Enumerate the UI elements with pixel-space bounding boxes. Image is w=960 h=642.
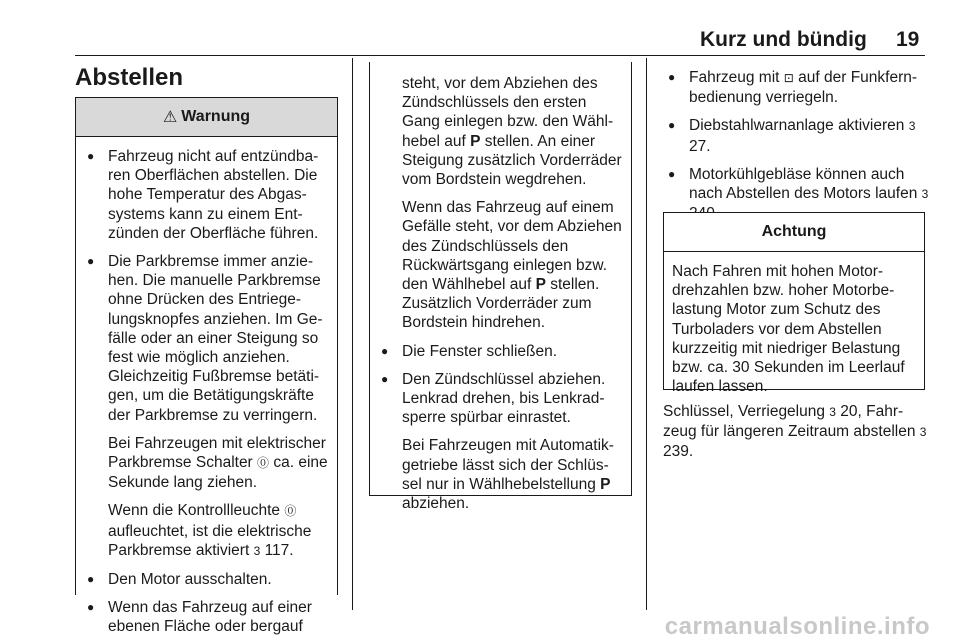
warning-title: Warnung — [181, 108, 251, 125]
list-item: ● Motorkühlgebläse können auch nach Abstellen des Motors laufen 3 — [663, 165, 929, 224]
warning-box-header — [76, 98, 337, 137]
list-item: ● Die Parkbremse immer anziehen. Die manuelle Parkbremse ohne Drücken des Entriegelungsknopfes anziehen. Im Gefälle oder an einer Steigung so fest wie möglich anziehen. Gleichzeitig Fußbremse betätigen, um die Betätigungskräfte der Parkbremse zu verringern. Bei Fahrzeugen mit elektrischer Parkbremse Schalter ⓪ ca. eine Sekunde lang ziehen. Wenn die Kontrollleuchte ⓪ aufleuchtet, ist die elektrische Parkbremse aktiviert 3 117. — [82, 252, 329, 561]
parking-brake-icon: ⓪ — [284, 504, 297, 519]
warning-box-continued — [369, 62, 632, 513]
list-item: ● Fahrzeug mit ⊡ auf der Funkfernbedienung verriegeln. — [663, 68, 929, 107]
list-item: ● Diebstahlwarnanlage aktivieren 3 27. — [663, 116, 929, 155]
warning-body — [76, 137, 337, 637]
list-item: ● Den Motor ausschalten. — [82, 570, 329, 589]
page-reference-icon: 3 — [919, 425, 927, 440]
page-reference-icon: 3 — [253, 543, 261, 558]
list-item: ● Wenn das Fahrzeug auf einer ebenen Fläche oder bergauf — [82, 598, 329, 636]
warning-body-continued: steht, vor dem Abziehen des Zündschlüssels den ersten Gang einlegen bzw. den Wählhebel auf P stellen. An einer Steigung zusätzlich Vorderräder vom Bordstein wegdrehen. Wenn das Fahrzeug auf einem Gefälle steht, vor dem Abziehen des Zündschlüssels den Rückwärtsgang einlegen bzw. den Wählhebel auf P stellen. Zusätzlich Vorderräder zum Bordstein hindrehen. ● Die Fenster schließen. ● Den Zündschlüssel abziehen. Lenkrad drehen, bis Lenkradsperre spürbar einrastet. Bei Fahrzeugen mit Automatikgetriebe lässt sich der Schlüssel nur in Wählhebelstellung P abziehen. — [370, 62, 631, 513]
caution-body: Nach Fahren mit hohen Motordrehzahlen bzw. hoher Motorbelastung Motor zum Schutz des Turboladers vor dem Abstellen kurzzeitig mit niedriger Belastung bzw. ca. 30 Sekunden im Leerlauf laufen lassen. — [672, 263, 905, 396]
parking-brake-icon: ⓪ — [257, 456, 270, 471]
caution-box-header — [664, 213, 924, 252]
page-reference-icon: 3 — [829, 405, 836, 419]
right-column-list — [663, 68, 929, 232]
list-item: ● Fahrzeug nicht auf entzündbaren Oberflächen abstellen. Die hohe Temperatur des Abgassystems kann zu einem Entzünden der Oberfläche führen. — [82, 147, 329, 243]
watermark: carmanualsonline.info — [664, 613, 930, 640]
list-item: ● Den Zündschlüssel abziehen. Lenkrad drehen, bis Lenkradsperre spürbar einrastet. Bei Fahrzeugen mit Automatikgetriebe lässt sich der Schlüssel nur in Wählhebelstellung P abziehen. — [376, 370, 623, 513]
warning-box — [75, 97, 338, 636]
page-reference-icon: 3 — [921, 187, 929, 202]
caution-box — [663, 212, 925, 396]
column-divider-2 — [646, 58, 647, 610]
lock-icon: ⊡ — [783, 71, 794, 85]
page-number: 19 — [896, 28, 920, 51]
header-rule — [75, 55, 925, 56]
header-title: Kurz und bündig — [700, 28, 867, 51]
column-divider-1 — [352, 58, 353, 610]
section-title: Abstellen — [75, 64, 184, 91]
list-item: ● Die Fenster schließen. — [376, 342, 623, 361]
page-reference-icon: 3 — [908, 119, 916, 134]
warning-triangle-icon: ⚠ — [162, 109, 178, 126]
caution-title: Achtung — [761, 223, 827, 240]
cross-reference: Schlüssel, Verriegelung 3 20, Fahrzeug für längeren Zeitraum abstellen 3 239. — [663, 403, 927, 461]
